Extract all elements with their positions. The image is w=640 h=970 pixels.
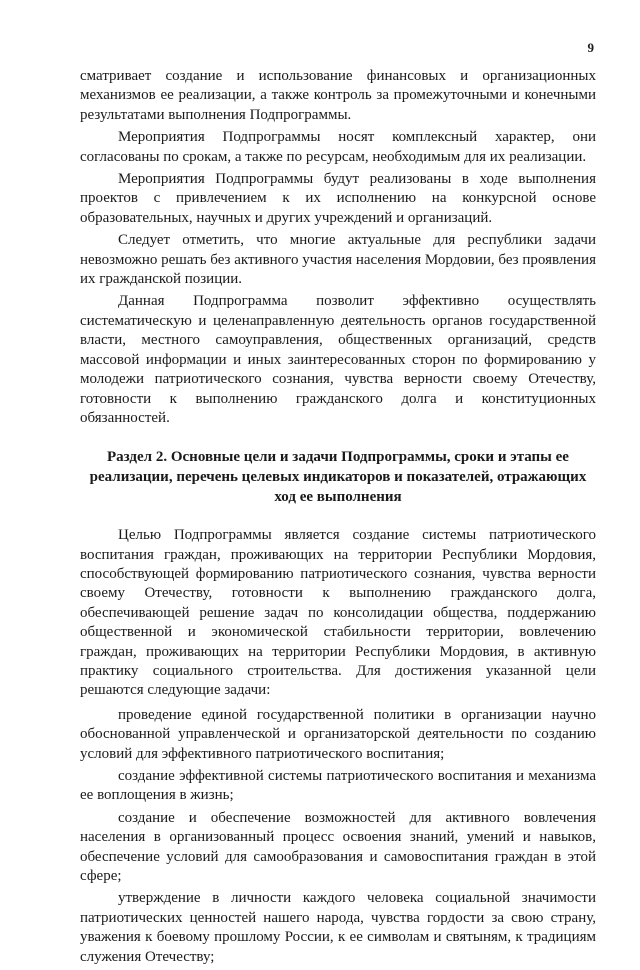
paragraph: Мероприятия Подпрограммы носят комплексный характер, они согласованы по срокам, а также по ресурсам, необходимым для их реализации. xyxy=(80,129,596,165)
paragraph: Мероприятия Подпрограммы будут реализованы в ходе выполнения проектов с привлечением к их исполнению на конкурсной основе образовательных, научных и других учреждений и организаций. xyxy=(80,171,596,226)
task-item: проведение единой государственной политики в организации научно обоснованной управленческой и организаторской деятельности по созданию условий для эффективного патриотического воспитания; xyxy=(80,706,596,762)
task-item: создание эффективной системы патриотического воспитания и механизма ее воплощения в жизнь; xyxy=(80,767,596,804)
section-body xyxy=(80,526,596,967)
section-heading: Раздел 2. Основные цели и задачи Подпрограммы, сроки и этапы ее реализации, перечень целевых индикаторов и показателей, отражающих ход ее выполнения xyxy=(89,449,587,505)
task-item: утверждение в личности каждого человека социальной значимости патриотических ценностей нашего народа, чувства гордости за свою страну, уважения к боевому прошлому России, к ее символам и святыням, к традициям служения Отечеству; xyxy=(80,890,596,965)
page-number: 9 xyxy=(587,40,594,55)
paragraph-continuation: сматривает создание и использование финансовых и организационных механизмов ее реализации, а также контроль за промежуточными и конечными результатами выполнения Подпрограммы. xyxy=(80,68,596,123)
paragraph-goal: Целью Подпрограммы является создание системы патриотического воспитания граждан, проживающих на территории Республики Мордовия, способствующей формированию патриотического сознания, чувства верности своему Отечеству, готовности к выполнению гражданского долга, обеспечивающей решение задач по консолидации общества, поддержанию общественной и экономической стабильности территории, вовлечению граждан, проживающих на территории Республики Мордовия, в активную практику социального строительства. Для достижения указанной цели решаются следующие задачи: xyxy=(80,527,596,699)
page-content xyxy=(80,67,596,970)
paragraph: Данная Подпрограмма позволит эффективно осуществлять систематическую и целенаправленную деятельность органов государственной власти, местного самоуправления, общественных организаций, средств массовой информации и иных заинтересованных сторон по формированию у молодежи патриотического сознания, чувства верности своему Отечеству, готовности к выполнению гражданского долга и конституционных обязанностей. xyxy=(80,293,596,426)
task-item: создание и обеспечение возможностей для активного вовлечения населения в организованный процесс освоения знаний, умений и навыков, обеспечение условий для самообразования и самовоспитания граждан в этой сфере; xyxy=(80,809,596,884)
paragraph: Следует отметить, что многие актуальные для республики задачи невозможно решать без активного участия населения Мордовии, без проявления их гражданской позиции. xyxy=(80,232,596,288)
